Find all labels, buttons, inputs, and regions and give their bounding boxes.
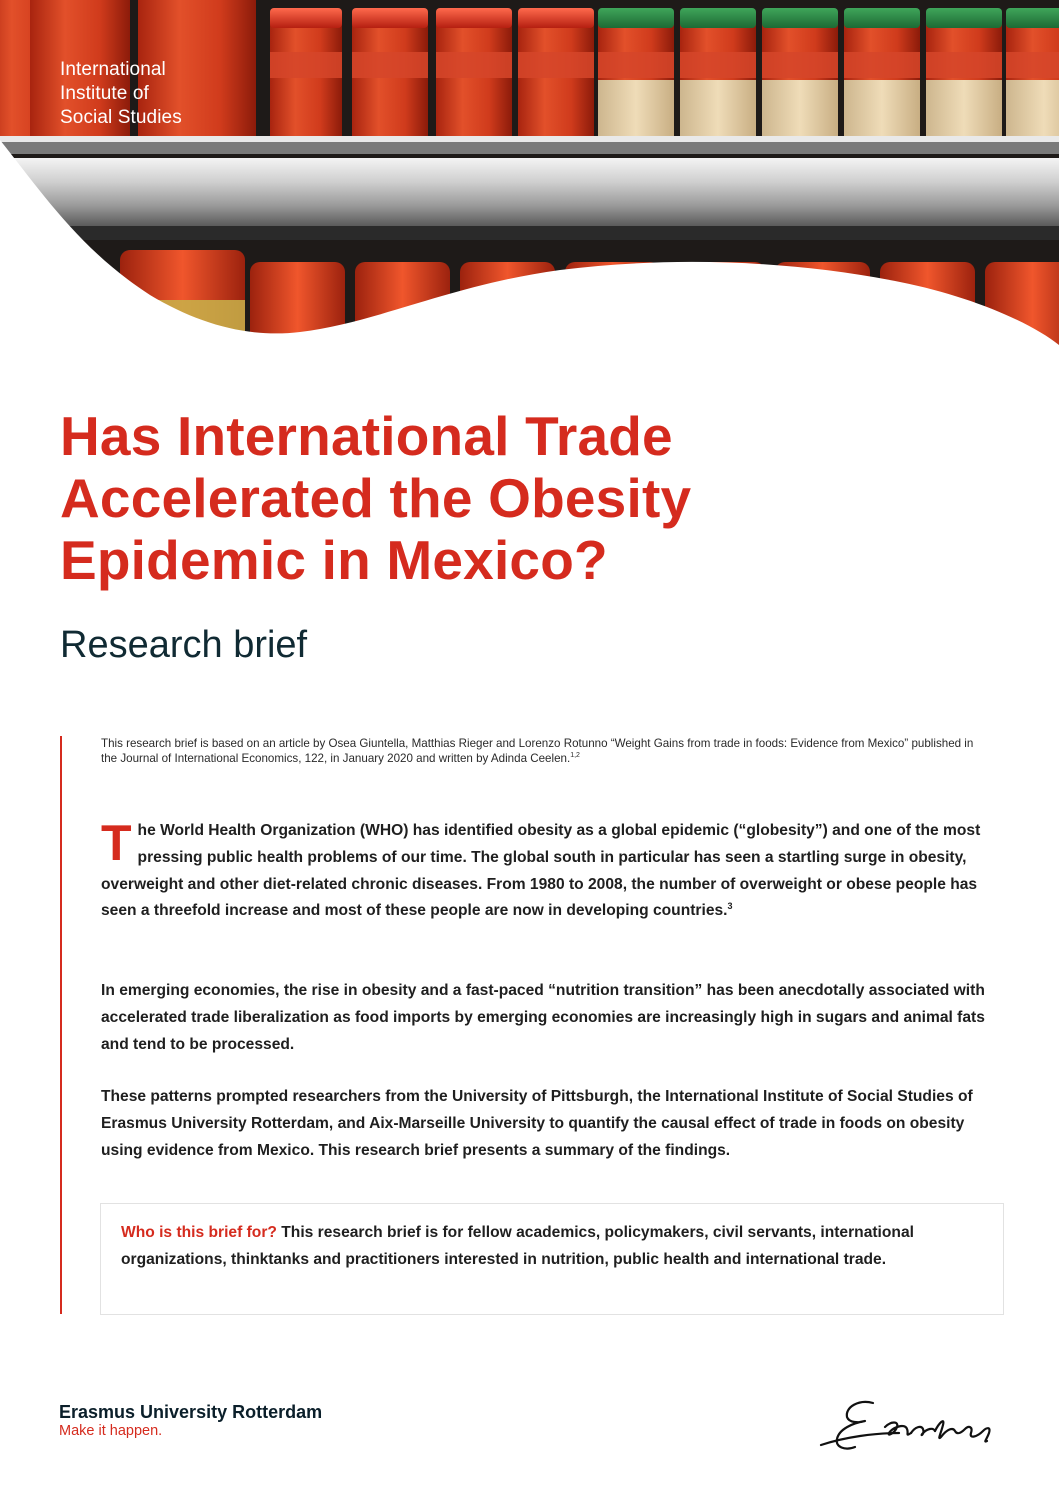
audience-callout xyxy=(100,1203,1004,1315)
source-note-text: This research brief is based on an article by Osea Giuntella, Matthias Rieger and Lorenzo Rotunno “Weight Gains from trade in foods: Evidence from Mexico” published in the Journal of International Economics, 122, in January 2020 and written by Adinda Ceelen. xyxy=(101,737,974,765)
institute-line-2: Institute of xyxy=(60,83,149,104)
page-title xyxy=(60,405,960,591)
university-tagline: Make it happen. xyxy=(59,1423,163,1439)
title-line-1: Has International Trade xyxy=(60,405,673,467)
title-line-3: Epidemic in Mexico? xyxy=(60,529,608,591)
shelf-photo-illustration xyxy=(0,0,1059,360)
intro-paragraph-text: he World Health Organization (WHO) has identified obesity as a global epidemic (“globesity”) and one of the most pressing public health problems of our time. The global south in particular has seen a startling surge in obesity, overweight and other diet-related chronic diseases. From 1980 to 2008, the number of overweight or obese people has seen a threefold increase and most of these people are now in developing countries. xyxy=(101,822,981,920)
title-line-2: Accelerated the Obesity xyxy=(60,467,692,529)
institute-line-3: Social Studies xyxy=(60,107,182,128)
source-note xyxy=(101,736,981,766)
accent-rule xyxy=(60,736,62,1314)
hero-image xyxy=(0,0,1059,360)
intro-paragraph xyxy=(101,815,1001,925)
drop-cap: T xyxy=(101,815,132,871)
university-name: Erasmus University Rotterdam xyxy=(59,1402,323,1422)
callout-text: This research brief is for fellow academics, policymakers, civil servants, international organizations, thinktanks and practitioners interested in nutrition, public health and international trade. xyxy=(121,1224,914,1268)
paragraph-3: These patterns prompted researchers from the University of Pittsburgh, the International Institute of Social Studies of Erasmus University Rotterdam, and Aix-Marseille University to quantify the causal effect of trade in foods on obesity using evidence from Mexico. This research brief presents a summary of the findings. xyxy=(101,1088,973,1159)
erasmus-signature-logo xyxy=(815,1393,1005,1463)
paragraph-2: In emerging economies, the rise in obesity and a fast-paced “nutrition transition” has been anecdotally associated with accelerated trade liberalization as food imports by emerging economies are increasingly high in sugars and animal fats and tend to be processed. xyxy=(101,982,985,1053)
intro-footnote: 3 xyxy=(727,901,733,912)
callout-question: Who is this brief for? xyxy=(121,1224,277,1241)
institute-logo-text xyxy=(60,58,280,130)
page-subtitle: Research brief xyxy=(60,624,308,666)
source-note-footnote: 1,2 xyxy=(570,752,580,760)
institute-line-1: International xyxy=(60,59,166,80)
